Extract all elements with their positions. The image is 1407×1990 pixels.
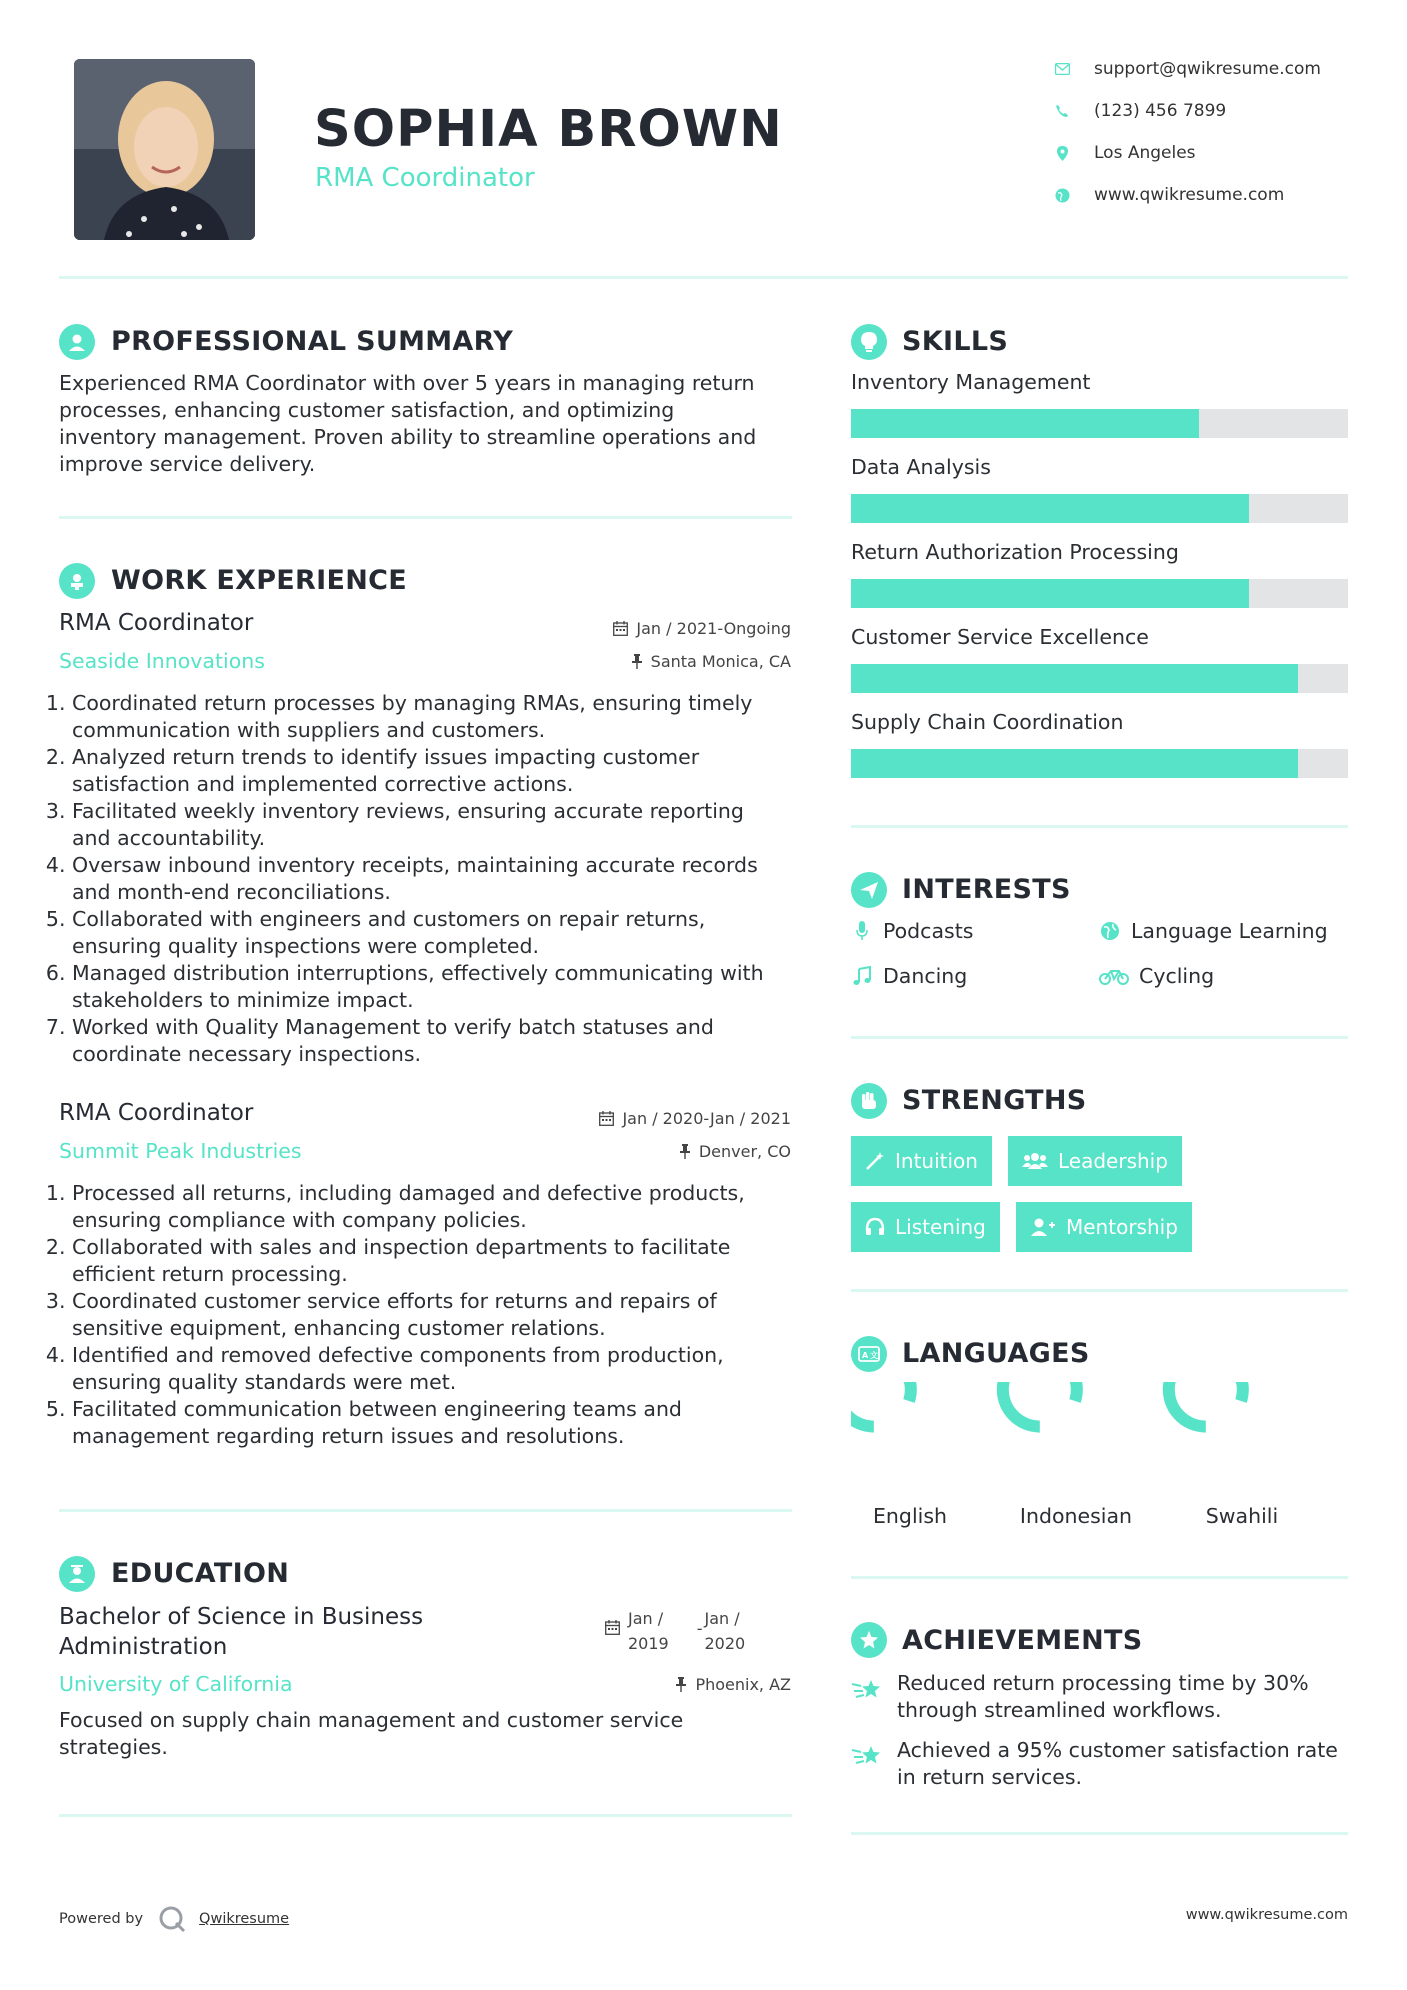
header-divider [59, 276, 1348, 279]
achievement-item: Achieved a 95% customer satisfaction rate in return services. [897, 1738, 1338, 1789]
language-label: Swahili [1205, 1504, 1279, 1528]
phone-icon [1054, 103, 1070, 119]
interest-item: Cycling [1099, 964, 1214, 988]
skill-name: Inventory Management [851, 370, 1091, 394]
pushpin-icon [679, 1144, 691, 1159]
interest-item: Dancing [851, 964, 967, 988]
education-location: Phoenix, AZ [675, 1675, 791, 1694]
svg-text:A: A [862, 1351, 869, 1360]
school-name: University of California [59, 1672, 293, 1696]
calendar-icon [599, 1111, 614, 1126]
pushpin-icon [631, 654, 643, 669]
summary-heading: PROFESSIONAL SUMMARY [111, 326, 514, 357]
paper-plane-icon [851, 872, 887, 908]
qwikresume-logo-icon [157, 1904, 187, 1934]
experience-divider [59, 1509, 792, 1512]
skill-name: Customer Service Excellence [851, 625, 1149, 649]
briefcase-icon [59, 563, 95, 599]
education-description: Focused on supply chain management and customer service strategies. [59, 1708, 684, 1759]
user-plus-icon [1030, 1217, 1056, 1237]
skill-bar [851, 494, 1348, 523]
map-pin-icon [1054, 145, 1070, 161]
achievement-item: Reduced return processing time by 30% through streamlined workflows. [897, 1671, 1309, 1722]
job-location: Denver, CO [679, 1142, 791, 1161]
list-item: 3. Coordinated customer service efforts for returns and repairs of sensitive equipment, enhancing customer relations. [72, 1288, 799, 1342]
list-item: 3. Facilitated weekly inventory reviews, ensuring accurate reporting and accountability. [72, 798, 799, 852]
education-dates: Jan / 2019 - Jan / 2020 [605, 1606, 745, 1656]
job-dates: Jan / 2021-Ongoing [613, 619, 791, 638]
job-dates: Jan / 2020-Jan / 2021 [599, 1109, 791, 1128]
skills-heading: SKILLS [902, 326, 1009, 357]
profile-photo [74, 59, 255, 240]
skill-bar-fill [851, 664, 1298, 693]
graduation-icon [59, 1556, 95, 1592]
footer-url[interactable]: www.qwikresume.com [1185, 1907, 1348, 1923]
experience-heading: WORK EXPERIENCE [111, 565, 407, 596]
music-note-icon [851, 966, 873, 986]
globe-icon [1099, 921, 1121, 941]
strength-tag: Mentorship [1016, 1202, 1192, 1252]
skill-name: Data Analysis [851, 455, 991, 479]
strengths-divider [851, 1289, 1348, 1292]
candidate-name: SOPHIA BROWN [314, 100, 783, 159]
language-ring [851, 1382, 911, 1427]
language-label: Indonesian [1019, 1504, 1133, 1528]
list-item: 6. Managed distribution interruptions, effectively communicating with stakeholders to minimize impact. [72, 960, 799, 1014]
skill-bar [851, 409, 1348, 438]
duty-list [54, 1180, 799, 1450]
achievements-heading: ACHIEVEMENTS [902, 1625, 1143, 1656]
footer-powered: Powered by Qwikresume [59, 1904, 289, 1934]
contact-phone[interactable]: (123) 456 7899 [1054, 101, 1226, 121]
list-item: 5. Collaborated with engineers and customers on repair returns, ensuring quality inspections were completed. [72, 906, 799, 960]
envelope-icon [1054, 61, 1070, 77]
skill-bar-fill [851, 749, 1298, 778]
users-icon [1022, 1151, 1048, 1171]
strength-tag: Intuition [851, 1136, 992, 1186]
list-item: 5. Facilitated communication between engineering teams and management regarding return issues and resolutions. [72, 1396, 799, 1450]
job-title: RMA Coordinator [59, 610, 254, 636]
fist-icon [851, 1083, 887, 1119]
duty-list [54, 690, 799, 1068]
summary-text: Experienced RMA Coordinator with over 5 years in managing return processes, enhancing customer satisfaction, and optimizing inventory management. Proven ability to streamline operations and improve service delivery. [59, 371, 757, 476]
headphones-icon [865, 1217, 885, 1237]
language-rings [851, 1382, 1348, 1502]
strength-tag: Listening [851, 1202, 1000, 1252]
trophy-icon [851, 1622, 887, 1658]
list-item: 4. Identified and removed defective components from production, ensuring quality standards were met. [72, 1342, 799, 1396]
languages-heading: LANGUAGES [902, 1338, 1090, 1369]
skill-name: Return Authorization Processing [851, 540, 1179, 564]
interests-divider [851, 1036, 1348, 1039]
education-divider [59, 1814, 792, 1817]
skill-bar-fill [851, 494, 1249, 523]
bicycle-icon [1099, 967, 1129, 985]
achievements-divider [851, 1832, 1348, 1835]
interests-heading: INTERESTS [902, 874, 1071, 905]
language-icon [851, 1336, 887, 1372]
job-title: RMA Coordinator [59, 1100, 254, 1126]
list-item: 4. Oversaw inbound inventory receipts, maintaining accurate records and month-end reconciliations. [72, 852, 799, 906]
magic-wand-icon [865, 1151, 885, 1171]
calendar-icon [613, 621, 628, 636]
degree-title: Bachelor of Science in Business Administration [59, 1604, 424, 1660]
languages-divider [851, 1576, 1348, 1579]
shooting-star-icon [851, 1676, 883, 1706]
contact-website[interactable]: www.qwikresume.com [1054, 185, 1284, 205]
globe-icon [1054, 187, 1070, 203]
language-ring [1003, 1382, 1077, 1427]
summary-divider [59, 516, 792, 519]
skills-divider [851, 825, 1348, 828]
lightbulb-icon [851, 324, 887, 360]
list-item: 2. Analyzed return trends to identify issues impacting customer satisfaction and implemented corrective actions. [72, 744, 799, 798]
education-heading: EDUCATION [111, 1558, 290, 1589]
skill-bar [851, 749, 1348, 778]
contact-location: Los Angeles [1054, 143, 1196, 163]
skill-bar-fill [851, 579, 1249, 608]
interest-item: Language Learning [1099, 919, 1328, 943]
company-name: Seaside Innovations [59, 649, 265, 673]
pushpin-icon [675, 1677, 687, 1692]
list-item: 7. Worked with Quality Management to verify batch statuses and coordinate necessary inspections. [72, 1014, 799, 1068]
skill-bar-fill [851, 409, 1199, 438]
language-label: English [872, 1504, 948, 1528]
list-item: 2. Collaborated with sales and inspection departments to facilitate efficient return processing. [72, 1234, 799, 1288]
svg-text:文: 文 [870, 1351, 878, 1360]
user-circle-icon [59, 324, 95, 360]
strength-tag: Leadership [1008, 1136, 1182, 1186]
language-ring [1169, 1382, 1243, 1427]
candidate-title: RMA Coordinator [315, 163, 535, 193]
company-name: Summit Peak Industries [59, 1139, 302, 1163]
skill-name: Supply Chain Coordination [851, 710, 1124, 734]
qwikresume-link[interactable]: Qwikresume [199, 1911, 290, 1927]
skill-bar [851, 579, 1348, 608]
microphone-icon [851, 921, 873, 941]
shooting-star-icon [851, 1742, 883, 1772]
strengths-heading: STRENGTHS [902, 1085, 1087, 1116]
job-location: Santa Monica, CA [631, 652, 791, 671]
list-item: 1. Coordinated return processes by managing RMAs, ensuring timely communication with suppliers and customers. [72, 690, 799, 744]
calendar-icon [605, 1620, 620, 1635]
list-item: 1. Processed all returns, including damaged and defective products, ensuring compliance with company policies. [72, 1180, 799, 1234]
interest-item: Podcasts [851, 919, 973, 943]
contact-email[interactable]: support@qwikresume.com [1054, 59, 1321, 79]
skill-bar [851, 664, 1348, 693]
